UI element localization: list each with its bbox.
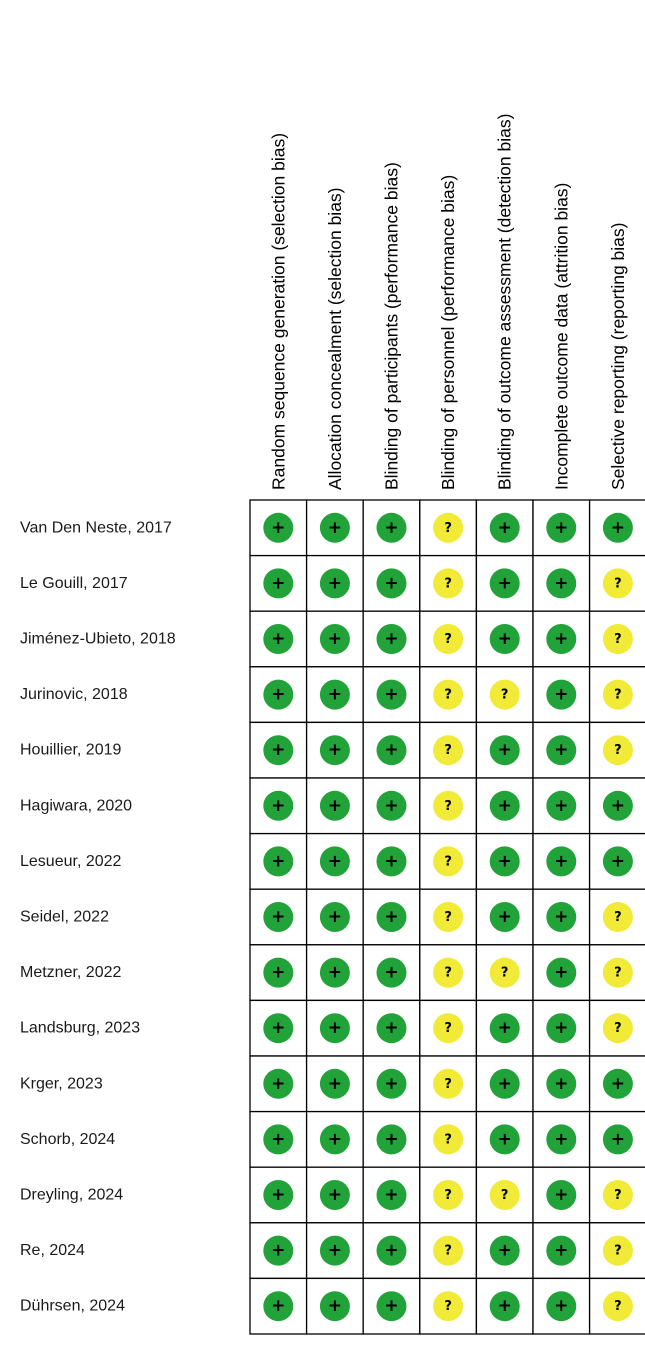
low-risk-symbol: + bbox=[384, 573, 399, 594]
study-label: Metzner, 2022 bbox=[20, 964, 122, 982]
low-risk-symbol: + bbox=[554, 795, 569, 816]
unclear-risk-symbol: ? bbox=[614, 1299, 622, 1315]
low-risk-symbol: + bbox=[384, 1296, 399, 1317]
low-risk-symbol: + bbox=[327, 517, 343, 538]
low-risk-symbol: + bbox=[610, 795, 626, 816]
low-risk-symbol: + bbox=[554, 684, 569, 705]
low-risk-symbol: + bbox=[271, 684, 286, 705]
low-risk-symbol: + bbox=[554, 740, 569, 761]
low-risk-symbol: + bbox=[271, 1185, 286, 1205]
low-risk-symbol: + bbox=[554, 907, 569, 927]
low-risk-symbol: + bbox=[384, 795, 399, 816]
study-label: Landsburg, 2023 bbox=[20, 1019, 141, 1037]
low-risk-symbol: + bbox=[497, 740, 512, 761]
study-label: Seidel, 2022 bbox=[20, 908, 109, 926]
unclear-risk-symbol: ? bbox=[444, 1076, 452, 1092]
low-risk-symbol: + bbox=[610, 1073, 626, 1094]
low-risk-symbol: + bbox=[327, 1129, 343, 1150]
unclear-risk-symbol: ? bbox=[500, 965, 509, 981]
unclear-risk-symbol: ? bbox=[444, 1243, 452, 1259]
low-risk-symbol: + bbox=[327, 1185, 343, 1205]
study-label: Re, 2024 bbox=[20, 1242, 85, 1260]
low-risk-symbol: + bbox=[497, 573, 512, 594]
low-risk-symbol: + bbox=[384, 684, 399, 705]
low-risk-symbol: + bbox=[271, 1296, 286, 1317]
unclear-risk-symbol: ? bbox=[444, 687, 452, 703]
low-risk-symbol: + bbox=[554, 1018, 569, 1039]
study-label: Lesueur, 2022 bbox=[20, 852, 122, 870]
unclear-risk-symbol: ? bbox=[614, 965, 622, 981]
study-label: Schorb, 2024 bbox=[20, 1130, 116, 1148]
low-risk-symbol: + bbox=[271, 1240, 286, 1261]
low-risk-symbol: + bbox=[327, 1240, 343, 1261]
study-label: Houillier, 2019 bbox=[20, 741, 122, 759]
low-risk-symbol: + bbox=[497, 1129, 512, 1150]
low-risk-symbol: + bbox=[497, 517, 512, 538]
unclear-risk-symbol: ? bbox=[614, 632, 622, 647]
unclear-risk-symbol: ? bbox=[614, 1021, 622, 1037]
low-risk-symbol: + bbox=[327, 851, 343, 872]
low-risk-symbol: + bbox=[554, 517, 569, 538]
low-risk-symbol: + bbox=[271, 851, 286, 872]
low-risk-symbol: + bbox=[271, 740, 286, 761]
study-labels bbox=[20, 519, 176, 1314]
unclear-risk-symbol: ? bbox=[500, 687, 509, 703]
low-risk-symbol: + bbox=[384, 629, 399, 649]
low-risk-symbol: + bbox=[554, 1129, 569, 1150]
domain-header: Allocation concealment (selection bias) bbox=[324, 187, 345, 490]
unclear-risk-symbol: ? bbox=[444, 632, 452, 647]
study-label: Jurinovic, 2018 bbox=[20, 686, 128, 704]
low-risk-symbol: + bbox=[554, 1240, 569, 1261]
study-label: Krger, 2023 bbox=[20, 1075, 103, 1093]
unclear-risk-symbol: ? bbox=[614, 576, 622, 592]
domain-header: Blinding of participants (performance bias) bbox=[381, 162, 402, 490]
low-risk-symbol: + bbox=[384, 851, 399, 872]
low-risk-symbol: + bbox=[327, 962, 343, 983]
domain-headers bbox=[268, 114, 628, 490]
unclear-risk-symbol: ? bbox=[500, 1188, 509, 1203]
low-risk-symbol: + bbox=[327, 795, 343, 816]
domain-header: Incomplete outcome data (attrition bias) bbox=[551, 182, 572, 490]
unclear-risk-symbol: ? bbox=[444, 854, 452, 870]
low-risk-symbol: + bbox=[554, 1073, 569, 1094]
low-risk-symbol: + bbox=[384, 907, 399, 927]
unclear-risk-symbol: ? bbox=[444, 520, 452, 536]
unclear-risk-symbol: ? bbox=[614, 1188, 622, 1203]
low-risk-symbol: + bbox=[327, 1073, 343, 1094]
unclear-risk-symbol: ? bbox=[444, 576, 452, 592]
low-risk-symbol: + bbox=[554, 851, 569, 872]
low-risk-symbol: + bbox=[497, 1240, 512, 1261]
low-risk-symbol: + bbox=[384, 962, 399, 983]
domain-header: Random sequence generation (selection bias) bbox=[268, 132, 289, 490]
unclear-risk-symbol: ? bbox=[444, 910, 452, 925]
low-risk-symbol: + bbox=[271, 962, 286, 983]
study-label: Dreyling, 2024 bbox=[20, 1186, 124, 1204]
domain-header: Blinding of outcome assessment (detection bias) bbox=[494, 113, 515, 490]
low-risk-symbol: + bbox=[327, 1296, 343, 1317]
low-risk-symbol: + bbox=[610, 1129, 626, 1150]
unclear-risk-symbol: ? bbox=[444, 1299, 452, 1315]
low-risk-symbol: + bbox=[554, 629, 569, 649]
low-risk-symbol: + bbox=[384, 1018, 399, 1039]
study-label: Dührsen, 2024 bbox=[20, 1297, 125, 1315]
low-risk-symbol: + bbox=[384, 1073, 399, 1094]
low-risk-symbol: + bbox=[271, 517, 286, 538]
unclear-risk-symbol: ? bbox=[444, 1132, 452, 1148]
low-risk-symbol: + bbox=[327, 907, 343, 927]
low-risk-symbol: + bbox=[384, 1185, 399, 1205]
low-risk-symbol: + bbox=[554, 962, 569, 983]
low-risk-symbol: + bbox=[554, 1296, 569, 1317]
study-label: Hagiwara, 2020 bbox=[20, 797, 133, 815]
rating-grid bbox=[250, 500, 645, 1334]
unclear-risk-symbol: ? bbox=[444, 1188, 452, 1203]
unclear-risk-symbol: ? bbox=[444, 1021, 452, 1037]
low-risk-symbol: + bbox=[384, 740, 399, 761]
study-label: Van Den Neste, 2017 bbox=[20, 519, 172, 537]
study-label: Jiménez-Ubieto, 2018 bbox=[20, 630, 176, 648]
low-risk-symbol: + bbox=[271, 1018, 286, 1039]
domain-header: Blinding of personnel (performance bias) bbox=[438, 174, 459, 490]
low-risk-symbol: + bbox=[327, 684, 343, 705]
low-risk-symbol: + bbox=[497, 795, 512, 816]
unclear-risk-symbol: ? bbox=[614, 743, 622, 759]
low-risk-symbol: + bbox=[610, 851, 626, 872]
unclear-risk-symbol: ? bbox=[614, 910, 622, 925]
low-risk-symbol: + bbox=[497, 1018, 512, 1039]
low-risk-symbol: + bbox=[497, 907, 512, 927]
unclear-risk-symbol: ? bbox=[444, 798, 452, 814]
low-risk-symbol: + bbox=[497, 1073, 512, 1094]
unclear-risk-symbol: ? bbox=[444, 743, 452, 759]
study-label: Le Gouill, 2017 bbox=[20, 574, 128, 592]
unclear-risk-symbol: ? bbox=[614, 1243, 622, 1259]
unclear-risk-symbol: ? bbox=[614, 687, 622, 703]
low-risk-symbol: + bbox=[271, 795, 286, 816]
low-risk-symbol: + bbox=[497, 629, 512, 649]
low-risk-symbol: + bbox=[327, 629, 343, 649]
low-risk-symbol: + bbox=[610, 517, 626, 538]
low-risk-symbol: + bbox=[554, 1185, 569, 1205]
domain-header: Selective reporting (reporting bias) bbox=[607, 222, 628, 490]
low-risk-symbol: + bbox=[384, 1240, 399, 1261]
low-risk-symbol: + bbox=[327, 1018, 343, 1039]
low-risk-symbol: + bbox=[327, 573, 343, 594]
low-risk-symbol: + bbox=[554, 573, 569, 594]
low-risk-symbol: + bbox=[384, 517, 399, 538]
low-risk-symbol: + bbox=[271, 573, 286, 594]
unclear-risk-symbol: ? bbox=[444, 965, 452, 981]
low-risk-symbol: + bbox=[384, 1129, 399, 1150]
low-risk-symbol: + bbox=[497, 851, 512, 872]
low-risk-symbol: + bbox=[497, 1296, 512, 1317]
low-risk-symbol: + bbox=[327, 740, 343, 761]
low-risk-symbol: + bbox=[271, 1129, 286, 1150]
low-risk-symbol: + bbox=[271, 1073, 286, 1094]
low-risk-symbol: + bbox=[271, 907, 286, 927]
low-risk-symbol: + bbox=[271, 629, 286, 649]
